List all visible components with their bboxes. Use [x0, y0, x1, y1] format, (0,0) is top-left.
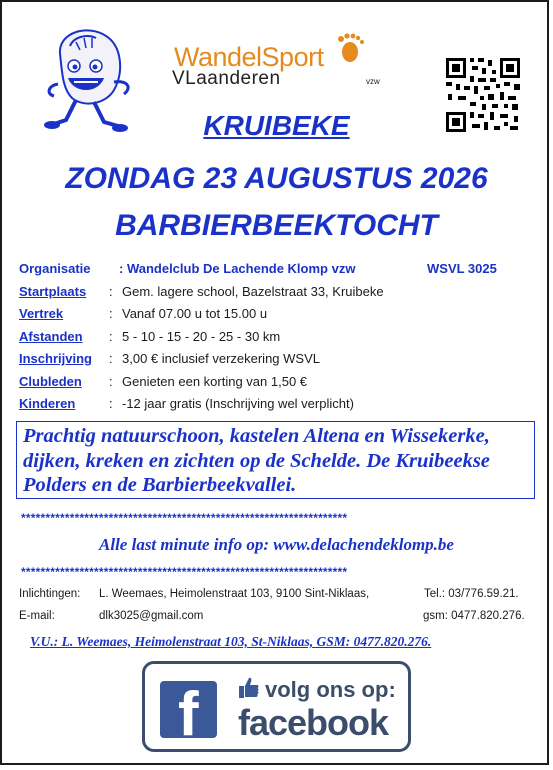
info-label: Inschrijving: [19, 351, 92, 366]
publisher-line: V.U.: L. Weemaes, Heimolenstraat 103, St-Niklaas, GSM: 0477.820.276.: [30, 634, 432, 649]
email-label: E-mail:: [19, 610, 55, 622]
logo-vzw-text: vzw: [366, 77, 380, 86]
facebook-wordmark: facebook: [238, 702, 389, 743]
contact-phone: Tel.: 03/776.59.21.: [424, 588, 519, 600]
info-separator: :: [109, 396, 113, 411]
logo-sub-text: VLaanderen: [172, 68, 281, 89]
info-value: : Wandelclub De Lachende Klomp vzw: [119, 261, 356, 276]
last-minute-info-link[interactable]: Alle last minute info op: www.delachendeklomp.be: [99, 535, 454, 554]
thumbs-up-icon: [238, 676, 260, 700]
info-separator: :: [109, 283, 113, 299]
contact-gsm: gsm: 0477.820.276.: [423, 610, 525, 622]
info-label: Startplaats: [19, 283, 87, 299]
info-label: Clubleden: [19, 373, 82, 389]
contact-label: Inlichtingen:: [19, 588, 81, 600]
wandelsport-logo: [154, 24, 409, 100]
info-value: 3,00 € inclusief verzekering WSVL: [122, 351, 320, 366]
star-divider: *******************************************************************: [21, 565, 348, 579]
info-separator: :: [109, 328, 113, 344]
info-separator: :: [109, 306, 113, 321]
info-value: -12 jaar gratis (Inschrijving wel verplicht): [122, 396, 354, 411]
info-label: Organisatie: [19, 261, 91, 276]
date-heading: ZONDAG 23 AUGUSTUS 2026: [65, 162, 488, 195]
info-label: Afstanden: [19, 328, 83, 344]
info-value: Genieten een korting van 1,50 €: [122, 373, 308, 389]
route-description: Prachtig natuurschoon, kastelen Altena en Wissekerke, dijken, kreken en zichten op de Schelde. De Kruibeekse Polders en de Barbierbeekvallei.: [16, 421, 535, 499]
info-value: 5 - 10 - 15 - 20 - 25 - 30 km: [122, 328, 281, 344]
info-value: Vanaf 07.00 u tot 15.00 u: [122, 306, 268, 321]
info-value: Gem. lagere school, Bazelstraat 33, Kruibeke: [122, 283, 384, 299]
info-label: Kinderen: [19, 396, 76, 411]
star-divider: *******************************************************************: [21, 511, 348, 525]
footprint-icon: [335, 32, 365, 64]
facebook-follow-text: volg ons op:: [265, 677, 396, 702]
email-link[interactable]: dlk3025@gmail.com: [99, 610, 204, 622]
facebook-logo-icon: f: [160, 681, 217, 738]
info-separator: :: [109, 373, 113, 389]
event-heading: BARBIERBEEKTOCHT: [115, 209, 438, 242]
info-label: Vertrek: [19, 306, 64, 321]
contact-address: L. Weemaes, Heimolenstraat 103, 9100 Sint-Niklaas,: [99, 588, 370, 600]
logo-main-text: WandelSport: [174, 42, 324, 72]
facebook-follow-button[interactable]: [142, 661, 411, 752]
info-separator: :: [109, 351, 113, 366]
place-heading: KRUIBEKE: [203, 110, 350, 141]
info-extra: WSVL 3025: [427, 261, 497, 276]
